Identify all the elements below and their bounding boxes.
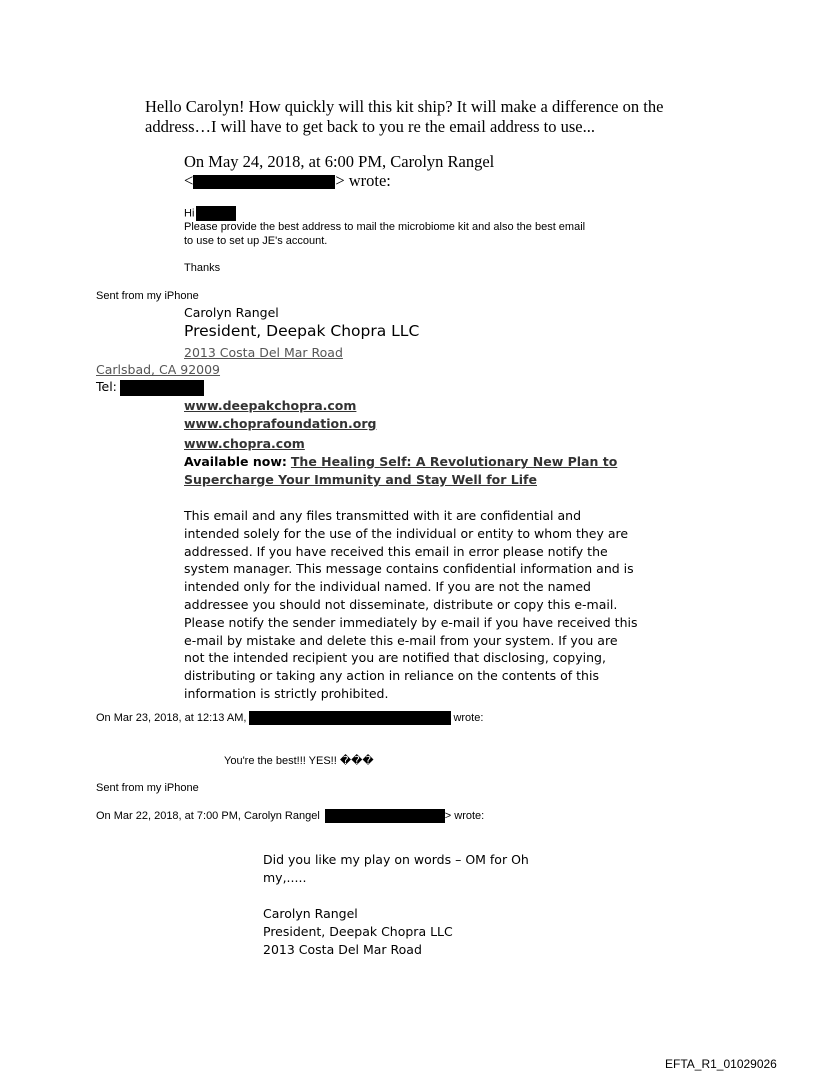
quote-header-line: On May 24, 2018, at 6:00 PM, Carolyn Rangel (184, 152, 495, 171)
website-link-deepakchopra[interactable]: www.deepakchopra.com (184, 398, 357, 413)
book-title-link-continued[interactable]: Supercharge Your Immunity and Stay Well for Life (184, 472, 537, 487)
signature-title: President, Deepak Chopra LLC (263, 924, 453, 939)
greeting-text: Hi (184, 207, 195, 220)
signature-city-link[interactable]: Carlsbad, CA 92009 (96, 362, 221, 377)
website-link-choprafoundation[interactable]: www.choprafoundation.org (184, 416, 377, 431)
website-link-chopra[interactable]: www.chopra.com (184, 436, 305, 451)
message-line: Hello Carolyn! How quickly will this kit ship? It will make a difference on the (145, 97, 664, 116)
signature-name: Carolyn Rangel (184, 305, 279, 320)
confidentiality-disclaimer: This email and any files transmitted with it are confidential and intended solely for the use of the individual or entity to whom they are addressed. If you have received this email in error please notify the system manager. This message contains confidential information and is intended only for the individual named. If you are not the named addressee you should not disseminate, distribute or copy this e-mail. Please notify the sender immediately by e-mail if you have received this e-mail by mistake and delete this e-mail from your system. If you are not the intended recipient you are notified that disclosing, copying, distributing or taking any action in reliance on the contents of this information is strictly prohibited. (184, 508, 638, 701)
redaction-bar (325, 809, 445, 823)
quote-header-mar22 (96, 809, 484, 823)
signature-name: Carolyn Rangel (263, 906, 358, 921)
tel-label: Tel: (96, 379, 117, 394)
thanks-text: Thanks (184, 262, 221, 274)
redaction-bar (249, 711, 451, 725)
quote-header-sender (184, 171, 391, 191)
request-line: to use to set up JE's account. (184, 235, 328, 247)
document-id: EFTA_R1_01029026 (665, 1057, 777, 1071)
quote-header-wrote: > wrote: (335, 171, 391, 190)
greeting-line (184, 206, 236, 221)
request-line: Please provide the best address to mail the microbiome kit and also the best email (184, 221, 586, 233)
quote-header-prefix: On Mar 22, 2018, at 7:00 PM, Carolyn Rangel (96, 809, 320, 822)
signature-street-link[interactable]: 2013 Costa Del Mar Road (184, 345, 343, 360)
play-message-line: my,..... (263, 870, 307, 885)
quote-header-wrote: wrote: (453, 711, 484, 724)
book-promo-line (184, 454, 617, 469)
signature-title: President, Deepak Chopra LLC (184, 322, 420, 340)
reply-message: You're the best!!! YES!! ��� (224, 755, 374, 767)
sent-from-iphone: Sent from my iPhone (96, 290, 199, 302)
quote-header-open: < (184, 171, 194, 190)
redaction-bar (196, 206, 236, 221)
quote-header-wrote: > wrote: (444, 809, 485, 822)
redaction-bar (120, 380, 204, 396)
sent-from-iphone: Sent from my iPhone (96, 782, 199, 794)
quote-header-mar23 (96, 711, 483, 725)
signature-street: 2013 Costa Del Mar Road (263, 942, 422, 957)
play-message-line: Did you like my play on words – OM for Oh (263, 852, 529, 867)
book-title-link[interactable]: The Healing Self: A Revolutionary New Plan to (290, 454, 618, 469)
message-line: address…I will have to get back to you re the email address to use... (145, 117, 595, 136)
quote-header-prefix: On Mar 23, 2018, at 12:13 AM, (96, 711, 247, 724)
telephone-line (96, 379, 204, 396)
redaction-bar (193, 175, 335, 189)
available-now-label: Available now: (184, 454, 287, 469)
